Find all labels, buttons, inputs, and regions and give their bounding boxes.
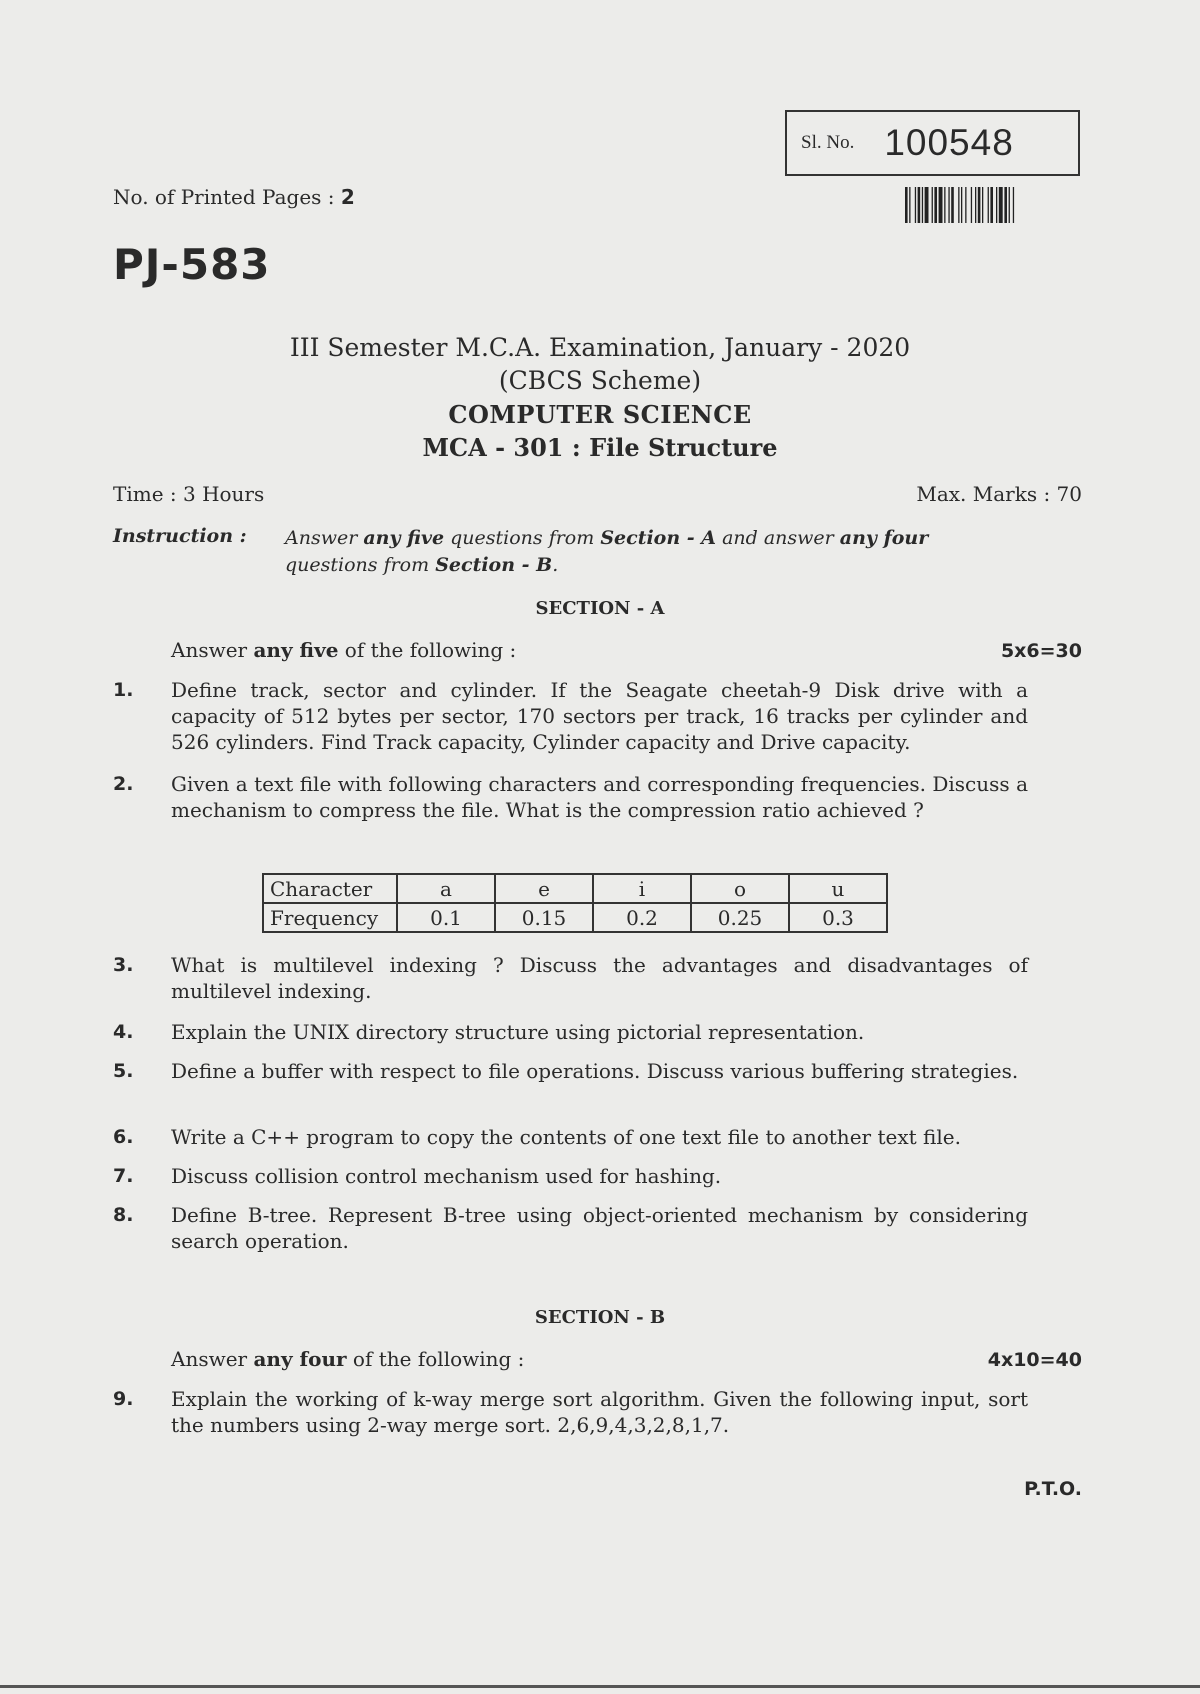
question-number: 5.: [113, 1060, 134, 1082]
question-number: 1.: [113, 679, 134, 701]
question-number: 2.: [113, 773, 134, 795]
question-text: Define B-tree. Represent B-tree using object-oriented mechanism by considering search operation.: [171, 1203, 1028, 1253]
question-9: [113, 1386, 1028, 1438]
question-number: 9.: [113, 1388, 134, 1410]
barcode-bar: [932, 187, 933, 223]
barcode-bar: [905, 187, 908, 223]
table-header-cell: Frequency: [263, 903, 397, 932]
serial-number-box: [785, 110, 1080, 176]
table-cell: 0.2: [593, 903, 691, 932]
section-b-heading: SECTION - B: [534, 1307, 666, 1328]
question-text: Write a C++ program to copy the contents of one text file to another text file.: [171, 1125, 961, 1149]
question-3: [113, 952, 1028, 1004]
question-text: Define track, sector and cylinder. If the Seagate cheetah-9 Disk drive with a capacity of 512 bytes per sector, 170 sectors per track, 16 tracks per cylinder and 526 cylinders. Find Track capacity, Cylinder capacity and Drive capacity.: [171, 678, 1028, 754]
barcode-bar: [944, 187, 945, 223]
table-cell: o: [691, 874, 789, 903]
barcode-bar: [948, 187, 949, 223]
serial-number-label: Sl. No.: [801, 132, 855, 153]
paper-title: MCA - 301 : File Structure: [422, 433, 778, 462]
barcode-bar: [982, 187, 983, 223]
printed-pages: [113, 185, 355, 209]
exam-title: III Semester M.C.A. Examination, January - 2020: [289, 333, 911, 362]
instruction-part: .: [552, 554, 559, 576]
section-a-answer-line: [171, 638, 516, 662]
instruction-bold: any four: [839, 527, 929, 549]
barcode-bar: [1013, 187, 1014, 223]
barcode-bar: [925, 187, 929, 223]
instruction-bold: any five: [363, 527, 445, 549]
table-cell: u: [789, 874, 887, 903]
section-a-score: 5x6=30: [1000, 640, 1082, 662]
question-text: Given a text file with following characters and corresponding frequencies. Discuss a mechanism to compress the file. What is the compression ratio achieved ?: [171, 772, 1028, 822]
barcode-bar: [958, 187, 959, 223]
table-cell: 0.3: [789, 903, 887, 932]
question-number: 6.: [113, 1126, 134, 1148]
serial-number-value: 100548: [884, 122, 1014, 163]
section-b-answer-line: [171, 1347, 524, 1371]
table-row: [263, 874, 887, 903]
barcode-bar: [951, 187, 954, 223]
barcode-bar: [918, 187, 921, 223]
pto-label: P.T.O.: [1024, 1478, 1082, 1500]
barcode-image: [905, 187, 1080, 223]
printed-pages-label: No. of Printed Pages :: [113, 185, 335, 209]
barcode-bar: [934, 187, 937, 223]
section-b-score: 4x10=40: [987, 1349, 1082, 1371]
instruction-part: questions from: [444, 527, 601, 549]
instruction-bold: Section - A: [600, 527, 717, 549]
table-cell: i: [593, 874, 691, 903]
table-cell: 0.15: [495, 903, 593, 932]
question-number: 3.: [113, 954, 134, 976]
barcode-bar: [990, 187, 993, 223]
scheme-title: (CBCS Scheme): [498, 366, 702, 395]
question-6: [113, 1124, 1028, 1150]
question-1: [113, 677, 1028, 755]
answer-bold: any five: [253, 638, 339, 662]
barcode-bar: [909, 187, 910, 223]
question-2: [113, 771, 1028, 823]
printed-pages-value: 2: [340, 185, 355, 209]
barcode-bar: [1004, 187, 1007, 223]
answer-bold: any four: [253, 1347, 347, 1371]
answer-prefix: Answer: [171, 1347, 254, 1371]
question-4: [113, 1019, 1028, 1045]
question-text: Discuss collision control mechanism used for hashing.: [171, 1164, 722, 1188]
table-row: [263, 903, 887, 932]
page-bottom-edge: [0, 1685, 1200, 1688]
table-cell: a: [397, 874, 495, 903]
barcode-bar: [988, 187, 989, 223]
question-number: 4.: [113, 1021, 134, 1043]
barcode-bar: [975, 187, 976, 223]
answer-suffix: of the following :: [338, 638, 517, 662]
max-marks: Max. Marks : 70: [916, 482, 1082, 506]
table-cell: 0.1: [397, 903, 495, 932]
table-header-cell: Character: [263, 874, 397, 903]
question-number: 7.: [113, 1165, 134, 1187]
paper-code: PJ-583: [113, 240, 271, 289]
barcode-bar: [996, 187, 997, 223]
section-a-heading: SECTION - A: [535, 598, 665, 619]
barcode-bar: [915, 187, 916, 223]
barcode-bar: [971, 187, 972, 223]
frequency-table: [262, 873, 888, 933]
table-cell: e: [495, 874, 593, 903]
question-text: What is multilevel indexing ? Discuss the advantages and disadvantages of multilevel indexing.: [171, 953, 1028, 1003]
barcode-bar: [978, 187, 981, 223]
barcode-bar: [961, 187, 962, 223]
question-number: 8.: [113, 1204, 134, 1226]
instruction-bold: Section - B: [435, 554, 553, 576]
barcode-bar: [939, 187, 943, 223]
table-cell: 0.25: [691, 903, 789, 932]
answer-prefix: Answer: [171, 638, 254, 662]
instruction-part: Answer: [285, 527, 364, 549]
instruction-label: Instruction :: [113, 525, 247, 547]
instruction-part: questions from: [285, 554, 436, 576]
question-text: Explain the working of k-way merge sort algorithm. Given the following input, sort the numbers using 2-way merge sort. 2,6,9,4,3,2,8,1,7.: [171, 1387, 1028, 1437]
answer-suffix: of the following :: [346, 1347, 525, 1371]
question-7: [113, 1163, 1028, 1189]
question-text: Explain the UNIX directory structure using pictorial representation.: [171, 1020, 865, 1044]
barcode-bar: [922, 187, 923, 223]
question-5: [113, 1058, 1028, 1084]
instruction-part: and answer: [716, 527, 840, 549]
barcode-bar: [965, 187, 966, 223]
question-8: [113, 1202, 1028, 1254]
subject-title: COMPUTER SCIENCE: [448, 400, 752, 429]
barcode-bar: [1009, 187, 1010, 223]
instruction-text: [285, 525, 1025, 579]
question-text: Define a buffer with respect to file operations. Discuss various buffering strategies.: [171, 1059, 1019, 1083]
time-allowed: Time : 3 Hours: [113, 482, 265, 506]
barcode-bar: [999, 187, 1003, 223]
